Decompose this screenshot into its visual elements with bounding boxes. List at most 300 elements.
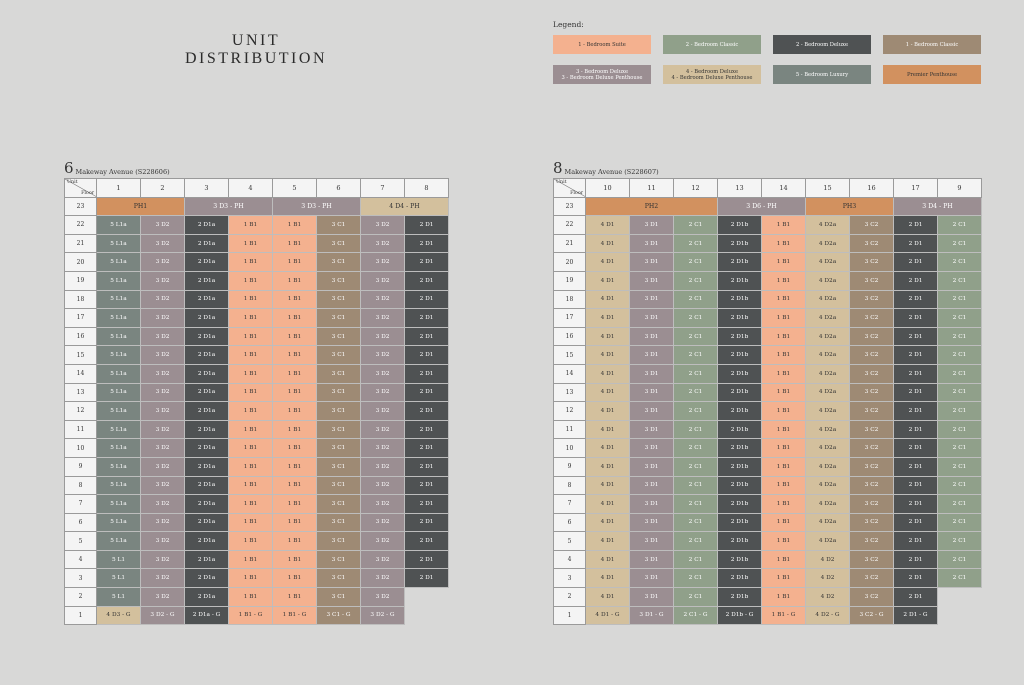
unit-cell: 4 D1	[586, 439, 630, 458]
unit-cell: 2 D1a	[185, 476, 229, 495]
unit-cell: 3 C1	[317, 271, 361, 290]
unit-cell: 3 D1	[630, 513, 674, 532]
table-row	[65, 402, 449, 421]
unit-column-header: 3	[185, 179, 229, 198]
unit-cell: 3 D2	[141, 309, 185, 328]
table-row	[554, 532, 982, 551]
unit-table-building-6	[64, 178, 449, 625]
floor-label: 16	[65, 327, 97, 346]
unit-cell: 5 L1	[97, 588, 141, 607]
unit-cell: 3 D1	[630, 234, 674, 253]
unit-cell: 3 C1	[317, 327, 361, 346]
unit-cell: 3 D1	[630, 327, 674, 346]
unit-cell: 2 C1	[938, 290, 982, 309]
table-row	[65, 532, 449, 551]
unit-cell: 5 L1a	[97, 495, 141, 514]
unit-cell: 2 D1b	[718, 550, 762, 569]
unit-cell: 2 D1	[894, 476, 938, 495]
unit-cell: 1 B1	[229, 383, 273, 402]
unit-cell: 2 C1	[938, 309, 982, 328]
unit-cell: 4 D2a	[806, 234, 850, 253]
unit-cell: 1 B1	[229, 346, 273, 365]
unit-cell: 3 C2	[850, 364, 894, 383]
unit-column-header: 4	[229, 179, 273, 198]
unit-cell: 1 B1	[229, 327, 273, 346]
unit-cell: 2 C1	[938, 569, 982, 588]
unit-cell: 1 B1	[229, 532, 273, 551]
unit-cell: 2 C1	[674, 550, 718, 569]
unit-cell: 1 B1	[273, 216, 317, 235]
legend-item: 1 - Bedroom Suite	[553, 35, 651, 54]
unit-cell: 3 C2	[850, 216, 894, 235]
unit-cell: 3 D1	[630, 476, 674, 495]
unit-cell: 2 D1	[894, 495, 938, 514]
unit-cell: 4 D2a	[806, 327, 850, 346]
unit-cell: 2 D1	[894, 532, 938, 551]
table-row	[65, 439, 449, 458]
unit-cell: 2 D1a	[185, 271, 229, 290]
unit-column-header: 16	[850, 179, 894, 198]
unit-cell: 3 D2	[361, 439, 405, 458]
penthouse-cell: 3 D3 - PH	[273, 197, 361, 216]
table-row	[554, 346, 982, 365]
unit-cell: 2 D1a	[185, 569, 229, 588]
unit-cell: 4 D2a	[806, 457, 850, 476]
unit-cell: 2 D1	[894, 309, 938, 328]
header-row	[554, 179, 982, 198]
floor-label: 5	[554, 532, 586, 551]
unit-cell: 2 D1a	[185, 364, 229, 383]
unit-cell: 2 D1b	[718, 290, 762, 309]
unit-cell: 1 B1	[229, 309, 273, 328]
table-row	[65, 606, 449, 625]
unit-cell: 3 D2	[361, 457, 405, 476]
floor-label: 13	[554, 383, 586, 402]
unit-cell: 1 B1	[273, 253, 317, 272]
unit-cell: 4 D2a	[806, 420, 850, 439]
unit-cell: 3 D1	[630, 402, 674, 421]
unit-cell: 2 D1	[405, 327, 449, 346]
unit-cell: 3 D1	[630, 216, 674, 235]
penthouse-cell: 4 D4 - PH	[361, 197, 449, 216]
unit-column-header: 15	[806, 179, 850, 198]
unit-cell: 3 D2	[361, 346, 405, 365]
unit-cell: 4 D1	[586, 513, 630, 532]
unit-cell: 2 C1	[938, 346, 982, 365]
unit-cell: 4 D1	[586, 271, 630, 290]
unit-cell: 3 C2 - G	[850, 606, 894, 625]
unit-cell: 2 D1b	[718, 532, 762, 551]
legend-item: 1 - Bedroom Classic	[883, 35, 981, 54]
table-row	[554, 234, 982, 253]
floor-label: 13	[65, 383, 97, 402]
floor-label: 15	[554, 346, 586, 365]
unit-cell: 2 D1b	[718, 495, 762, 514]
unit-cell: 2 D1b	[718, 383, 762, 402]
building-number: 8	[553, 159, 563, 177]
unit-column-header: 13	[718, 179, 762, 198]
unit-cell: 3 C1	[317, 234, 361, 253]
unit-cell: 5 L1	[97, 550, 141, 569]
unit-cell: 2 D1a	[185, 457, 229, 476]
unit-cell: 2 D1	[894, 290, 938, 309]
unit-cell: 3 D2	[361, 309, 405, 328]
table-row	[554, 550, 982, 569]
unit-cell: 3 D2	[361, 364, 405, 383]
floor-label: 11	[65, 420, 97, 439]
unit-cell: 4 D2a	[806, 309, 850, 328]
unit-cell: 3 D2	[141, 513, 185, 532]
unit-cell: 1 B1	[273, 439, 317, 458]
unit-cell: 2 D1b	[718, 439, 762, 458]
unit-cell: 2 C1	[674, 364, 718, 383]
unit-cell: 2 D1b	[718, 513, 762, 532]
floor-label: 1	[65, 606, 97, 625]
unit-cell: 1 B1	[762, 253, 806, 272]
floor-label: 16	[554, 327, 586, 346]
unit-cell: 2 D1	[405, 476, 449, 495]
unit-cell: 2 D1b - G	[718, 606, 762, 625]
unit-cell: 1 B1	[273, 550, 317, 569]
unit-cell: 3 C1	[317, 290, 361, 309]
unit-cell: 3 D1	[630, 569, 674, 588]
unit-column-header: 9	[938, 179, 982, 198]
unit-cell: 1 B1	[762, 495, 806, 514]
unit-cell: 1 B1	[273, 476, 317, 495]
unit-cell: 5 L1a	[97, 420, 141, 439]
unit-cell: 5 L1a	[97, 532, 141, 551]
floor-label: 1	[554, 606, 586, 625]
unit-cell: 1 B1	[273, 364, 317, 383]
unit-cell: 1 B1	[229, 271, 273, 290]
unit-cell: 2 D1 - G	[894, 606, 938, 625]
floor-label: 12	[554, 402, 586, 421]
unit-cell: 4 D1	[586, 588, 630, 607]
unit-cell: 2 D1b	[718, 457, 762, 476]
unit-cell: 3 C1	[317, 420, 361, 439]
unit-cell: 3 C2	[850, 550, 894, 569]
unit-cell: 1 B1	[273, 234, 317, 253]
header-row	[65, 179, 449, 198]
unit-cell: 3 D2	[141, 457, 185, 476]
table-row	[554, 513, 982, 532]
unit-cell: 2 D1	[894, 439, 938, 458]
unit-cell: 4 D2a	[806, 513, 850, 532]
unit-cell: 2 D1a	[185, 290, 229, 309]
unit-cell: 5 L1a	[97, 346, 141, 365]
empty-cell	[938, 606, 982, 625]
table-row	[554, 216, 982, 235]
unit-cell: 2 C1	[674, 383, 718, 402]
unit-cell: 2 C1	[938, 457, 982, 476]
table-row	[554, 290, 982, 309]
unit-cell: 2 D1	[405, 495, 449, 514]
floor-label: 3	[65, 569, 97, 588]
unit-cell: 2 D1a	[185, 346, 229, 365]
unit-cell: 1 B1	[762, 402, 806, 421]
unit-cell: 4 D2	[806, 550, 850, 569]
unit-cell: 2 D1	[405, 216, 449, 235]
unit-cell: 2 C1	[674, 588, 718, 607]
unit-cell: 2 C1	[938, 550, 982, 569]
unit-cell: 4 D1	[586, 402, 630, 421]
unit-column-header: 11	[630, 179, 674, 198]
unit-cell: 1 B1	[762, 364, 806, 383]
unit-cell: 3 C2	[850, 513, 894, 532]
unit-cell: 1 B1	[273, 271, 317, 290]
empty-cell	[405, 588, 449, 607]
unit-cell: 2 D1	[894, 550, 938, 569]
unit-cell: 2 D1	[894, 327, 938, 346]
unit-cell: 3 C1	[317, 346, 361, 365]
unit-cell: 3 C2	[850, 271, 894, 290]
unit-cell: 3 C1	[317, 439, 361, 458]
unit-cell: 2 D1	[894, 588, 938, 607]
unit-cell: 2 C1	[674, 271, 718, 290]
penthouse-cell: PH2	[586, 197, 718, 216]
unit-cell: 1 B1	[273, 402, 317, 421]
unit-cell: 3 C1	[317, 513, 361, 532]
unit-cell: 1 B1	[229, 290, 273, 309]
unit-cell: 2 C1	[674, 420, 718, 439]
unit-cell: 1 B1	[229, 402, 273, 421]
unit-cell: 1 B1	[229, 495, 273, 514]
unit-cell: 2 C1	[674, 495, 718, 514]
unit-cell: 3 D1	[630, 495, 674, 514]
table-row	[65, 569, 449, 588]
unit-column-header: 1	[97, 179, 141, 198]
unit-cell: 2 D1b	[718, 420, 762, 439]
unit-cell: 2 D1	[405, 439, 449, 458]
unit-cell: 4 D1	[586, 383, 630, 402]
unit-cell: 2 D1	[894, 253, 938, 272]
floor-label: 22	[65, 216, 97, 235]
unit-cell: 1 B1 - G	[229, 606, 273, 625]
unit-cell: 2 C1 - G	[674, 606, 718, 625]
unit-cell: 3 D2	[361, 383, 405, 402]
unit-cell: 3 D1	[630, 532, 674, 551]
unit-cell: 5 L1a	[97, 513, 141, 532]
unit-cell: 1 B1	[229, 550, 273, 569]
table-row	[554, 309, 982, 328]
unit-cell: 5 L1a	[97, 290, 141, 309]
floor-label: 19	[65, 271, 97, 290]
unit-cell: 3 D2	[361, 290, 405, 309]
legend-item: Premier Penthouse	[883, 65, 981, 84]
unit-cell: 2 C1	[674, 439, 718, 458]
legend-grid	[553, 35, 985, 84]
unit-cell: 4 D2a	[806, 271, 850, 290]
unit-cell: 2 D1	[405, 513, 449, 532]
unit-cell: 2 D1	[405, 253, 449, 272]
unit-cell: 3 D2	[141, 234, 185, 253]
unit-cell: 2 C1	[674, 569, 718, 588]
floor-label: 19	[554, 271, 586, 290]
table-row	[65, 457, 449, 476]
table-row	[65, 234, 449, 253]
legend-item: 5 - Bedroom Luxury	[773, 65, 871, 84]
unit-cell: 3 C1	[317, 532, 361, 551]
unit-cell: 2 C1	[938, 532, 982, 551]
unit-cell: 2 D1b	[718, 327, 762, 346]
unit-cell: 4 D2a	[806, 216, 850, 235]
unit-cell: 2 C1	[938, 439, 982, 458]
unit-cell: 1 B1	[273, 383, 317, 402]
unit-cell: 2 D1b	[718, 216, 762, 235]
unit-cell: 4 D2a	[806, 439, 850, 458]
table-row	[65, 364, 449, 383]
unit-cell: 2 D1	[894, 271, 938, 290]
unit-cell: 1 B1	[229, 234, 273, 253]
unit-cell: 2 D1	[405, 402, 449, 421]
unit-cell: 3 D1	[630, 253, 674, 272]
table-row	[65, 309, 449, 328]
floor-label: 21	[554, 234, 586, 253]
unit-cell: 3 D1	[630, 550, 674, 569]
unit-cell: 3 C2	[850, 327, 894, 346]
unit-column-header: 12	[674, 179, 718, 198]
unit-cell: 3 C1	[317, 550, 361, 569]
unit-cell: 2 D1a	[185, 420, 229, 439]
penthouse-cell: 3 D4 - PH	[894, 197, 982, 216]
floor-label: 9	[65, 457, 97, 476]
unit-cell: 3 C1	[317, 495, 361, 514]
page-title-line-1: UNIT	[231, 32, 281, 49]
floor-label: 20	[65, 253, 97, 272]
unit-cell: 2 D1b	[718, 234, 762, 253]
unit-cell: 4 D1	[586, 364, 630, 383]
unit-cell: 2 C1	[674, 402, 718, 421]
unit-cell: 5 L1	[97, 569, 141, 588]
floor-label: 17	[65, 309, 97, 328]
unit-cell: 2 D1a	[185, 402, 229, 421]
unit-cell: 3 D2	[361, 253, 405, 272]
unit-cell: 3 D1	[630, 346, 674, 365]
unit-cell: 2 D1b	[718, 402, 762, 421]
floor-label: 17	[554, 309, 586, 328]
unit-cell: 5 L1a	[97, 476, 141, 495]
unit-cell: 3 C2	[850, 290, 894, 309]
unit-cell: 3 D2 - G	[141, 606, 185, 625]
corner-floor-label: Floor	[81, 190, 94, 196]
unit-cell: 2 D1	[894, 402, 938, 421]
unit-cell: 1 B1	[229, 253, 273, 272]
unit-cell: 4 D1	[586, 290, 630, 309]
unit-cell: 2 D1b	[718, 271, 762, 290]
unit-cell: 2 C1	[674, 234, 718, 253]
unit-cell: 2 D1a	[185, 216, 229, 235]
unit-cell: 2 C1	[674, 532, 718, 551]
table-row	[65, 253, 449, 272]
unit-cell: 3 C2	[850, 457, 894, 476]
unit-cell: 1 B1	[229, 439, 273, 458]
unit-cell: 1 B1	[273, 420, 317, 439]
table-row	[554, 606, 982, 625]
penthouse-row	[65, 197, 449, 216]
unit-cell: 3 D2	[361, 476, 405, 495]
unit-cell: 3 D2	[141, 532, 185, 551]
unit-cell: 4 D2a	[806, 346, 850, 365]
unit-cell: 1 B1	[273, 532, 317, 551]
unit-cell: 1 B1	[762, 439, 806, 458]
floor-label: 14	[554, 364, 586, 383]
unit-cell: 1 B1	[273, 290, 317, 309]
unit-cell: 2 D1	[405, 364, 449, 383]
table-row	[554, 420, 982, 439]
unit-cell: 2 D1a	[185, 513, 229, 532]
unit-cell: 2 D1	[405, 420, 449, 439]
legend-title: Legend:	[553, 20, 584, 29]
unit-cell: 1 B1 - G	[273, 606, 317, 625]
penthouse-cell: PH1	[97, 197, 185, 216]
unit-cell: 1 B1	[273, 327, 317, 346]
unit-cell: 2 D1b	[718, 253, 762, 272]
floor-label: 12	[65, 402, 97, 421]
unit-cell: 3 C2	[850, 309, 894, 328]
unit-cell: 3 D2	[361, 271, 405, 290]
unit-cell: 3 D2	[361, 550, 405, 569]
unit-cell: 4 D1	[586, 476, 630, 495]
unit-cell: 3 D1	[630, 588, 674, 607]
table-row	[65, 271, 449, 290]
unit-cell: 2 C1	[938, 216, 982, 235]
floor-label: 23	[554, 197, 586, 216]
unit-cell: 4 D1 - G	[586, 606, 630, 625]
unit-cell: 1 B1	[762, 532, 806, 551]
unit-cell: 1 B1	[229, 588, 273, 607]
unit-cell: 3 C2	[850, 532, 894, 551]
unit-cell: 1 B1	[229, 364, 273, 383]
unit-cell: 3 D2	[361, 495, 405, 514]
unit-cell: 2 D1	[894, 234, 938, 253]
unit-cell: 3 C1	[317, 383, 361, 402]
unit-cell: 2 D1b	[718, 588, 762, 607]
unit-cell: 3 D2	[361, 234, 405, 253]
unit-cell: 2 D1a	[185, 383, 229, 402]
unit-cell: 3 D2	[141, 290, 185, 309]
unit-cell: 3 D1	[630, 420, 674, 439]
unit-cell: 3 D2	[361, 532, 405, 551]
unit-cell: 5 L1a	[97, 309, 141, 328]
unit-cell: 3 D2	[141, 383, 185, 402]
unit-cell: 3 C1	[317, 253, 361, 272]
penthouse-row	[554, 197, 982, 216]
unit-cell: 3 D2	[361, 402, 405, 421]
table-row	[554, 271, 982, 290]
unit-cell: 3 D2	[141, 271, 185, 290]
table-row	[554, 439, 982, 458]
table-row	[554, 476, 982, 495]
unit-cell: 5 L1a	[97, 271, 141, 290]
unit-cell: 4 D2 - G	[806, 606, 850, 625]
unit-column-header: 14	[762, 179, 806, 198]
unit-cell: 4 D2a	[806, 402, 850, 421]
floor-label: 14	[65, 364, 97, 383]
unit-cell: 2 D1	[894, 569, 938, 588]
building-8-block	[553, 158, 982, 625]
floor-label: 7	[554, 495, 586, 514]
corner-floor-label: Floor	[570, 190, 583, 196]
unit-cell: 1 B1	[273, 495, 317, 514]
unit-cell: 1 B1	[762, 420, 806, 439]
empty-cell	[405, 606, 449, 625]
unit-cell: 1 B1	[762, 383, 806, 402]
unit-cell: 3 C2	[850, 253, 894, 272]
unit-cell: 2 D1a - G	[185, 606, 229, 625]
unit-cell: 2 D1	[405, 271, 449, 290]
unit-cell: 2 D1	[405, 569, 449, 588]
unit-column-header: 7	[361, 179, 405, 198]
